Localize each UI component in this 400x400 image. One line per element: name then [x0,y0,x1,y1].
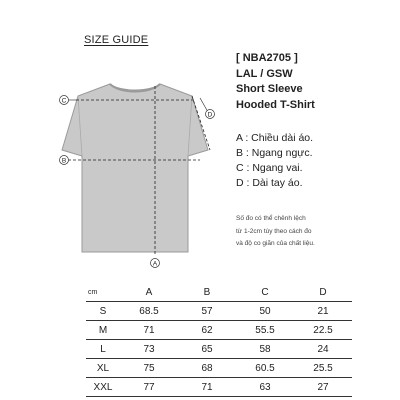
product-line2: Hooded T-Shirt [236,98,315,111]
legend-d: D : Dài tay áo. [236,177,303,189]
table-row: M 71 62 55.5 22.5 [86,321,352,340]
product-team: LAL / GSW [236,67,293,80]
column-header-c: C [236,284,294,302]
product-line1: Short Sleeve [236,83,303,95]
size-table [86,284,352,397]
table-row: XL 75 68 60.5 25.5 [86,359,352,378]
table-row: XXL 77 71 63 27 [86,378,352,397]
column-header-a: A [120,284,178,302]
table-row: L 73 65 58 24 [86,340,352,359]
column-header-b: B [178,284,236,302]
product-code: [ NBA2705 ] [236,52,298,64]
legend-c: C : Ngang vai. [236,162,303,174]
marker-d [206,110,215,119]
marker-b [60,156,69,165]
marker-c [60,96,69,105]
column-header-d: D [294,284,352,302]
column-header-unit: cm [86,284,120,302]
measurement-legend [236,131,313,191]
tshirt-shape [62,84,208,252]
marker-a [151,259,160,268]
product-info [236,51,315,113]
svg-text:A: A [152,260,158,268]
svg-text:D: D [207,111,213,119]
svg-text:B: B [61,157,67,165]
tshirt-diagram [40,70,230,275]
table-header-row [86,284,352,302]
legend-a: A : Chiều dài áo. [236,132,314,144]
legend-b: B : Ngang ngực. [236,147,313,159]
svg-text:C: C [61,97,67,105]
measurement-note: Số đo có thể chênh lệch từ 1-2cm tùy theo cách đo và độ co giãn của chất liệu. [236,215,315,247]
table-row: S 68.5 57 50 21 [86,302,352,321]
page-title: SIZE GUIDE [84,34,149,46]
